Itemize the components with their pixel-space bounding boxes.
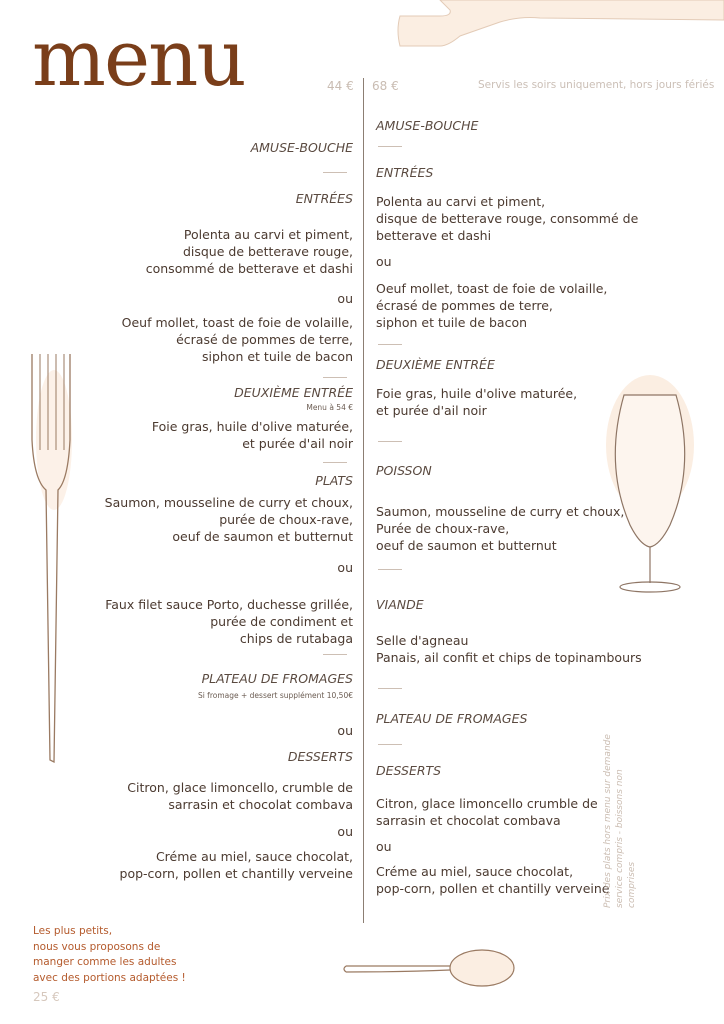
left-ou-4: ou — [337, 824, 353, 839]
left-ou-3: ou — [337, 723, 353, 738]
left-deuxieme-entree-dish: Foie gras, huile d'olive maturée, et purée d'ail noir — [151, 419, 353, 451]
separator — [323, 377, 347, 378]
fork-icon — [26, 350, 76, 770]
left-plat-1: Saumon, mousseline de curry et choux, purée de choux-rave, oeuf de saumon et butternut — [104, 495, 353, 544]
left-fromages-note: Si fromage + dessert supplément 10,50€ — [197, 691, 353, 700]
price-menu-right: 68 € — [372, 79, 399, 93]
right-deuxieme-entree-dish: Foie gras, huile d'olive maturée, et purée d'ail noir — [376, 386, 578, 418]
separator — [323, 462, 347, 463]
right-desserts-heading: DESSERTS — [376, 763, 442, 778]
right-poisson-dish: Saumon, mousseline de curry et choux, Purée de choux-rave, oeuf de saumon et butternut — [376, 504, 625, 553]
separator — [378, 744, 402, 745]
kids-menu-text: Les plus petits, nous vous proposons de manger comme les adultes avec des portions adaptées ! — [33, 925, 186, 984]
right-viande-dish: Selle d'agneau Panais, ail confit et chips de topinambours — [376, 633, 642, 665]
separator — [378, 688, 402, 689]
bottle-icon — [380, 0, 724, 60]
left-entree-2: Oeuf mollet, toast de foie de volaille, écrasé de pommes de terre, siphon et tuile de bacon — [121, 315, 353, 364]
right-viande-heading: VIANDE — [376, 597, 424, 612]
page-title: menu — [32, 14, 245, 104]
left-fromages-heading: PLATEAU DE FROMAGES — [201, 671, 353, 686]
kids-menu-price: 25 € — [33, 990, 60, 1004]
left-amuse-bouche-heading: AMUSE-BOUCHE — [250, 140, 353, 155]
left-deuxieme-entree-heading: DEUXIÈME ENTRÉE — [234, 385, 353, 400]
left-plats-heading: PLATS — [315, 473, 353, 488]
left-desserts-heading: DESSERTS — [287, 749, 353, 764]
left-dessert-1: Citron, glace limoncello, crumble de sarrasin et chocolat combava — [127, 780, 353, 812]
left-dessert-2: Créme au miel, sauce chocolat, pop-corn, pollen et chantilly verveine — [119, 849, 353, 881]
separator — [323, 172, 347, 173]
left-plat-2: Faux filet sauce Porto, duchesse grillée, purée de condiment et chips de rutabaga — [105, 597, 353, 646]
right-entree-1: Polenta au carvi et piment, disque de betterave rouge, consommé de betterave et dashi — [376, 194, 639, 243]
left-entree-1: Polenta au carvi et piment, disque de betterave rouge, consommé de betterave et dashi — [145, 227, 353, 276]
right-deuxieme-entree-heading: DEUXIÈME ENTRÉE — [376, 357, 495, 372]
price-menu-left: 44 € — [327, 79, 354, 93]
right-fromages-heading: PLATEAU DE FROMAGES — [376, 711, 528, 726]
left-ou-2: ou — [337, 560, 353, 575]
separator — [378, 146, 402, 147]
column-divider — [363, 78, 364, 923]
separator — [378, 569, 402, 570]
separator — [378, 344, 402, 345]
left-deuxieme-entree-note: Menu à 54 € — [306, 403, 353, 412]
right-poisson-heading: POISSON — [376, 463, 432, 478]
separator — [378, 441, 402, 442]
right-ou-1: ou — [376, 254, 392, 269]
right-dessert-2: Créme au miel, sauce chocolat, pop-corn, pollen et chantilly verveine — [376, 864, 610, 896]
right-dessert-1: Citron, glace limoncello crumble de sarrasin et chocolat combava — [376, 796, 598, 828]
separator — [323, 654, 347, 655]
left-entrees-heading: ENTRÉES — [295, 191, 353, 206]
right-entree-2: Oeuf mollet, toast de foie de volaille, écrasé de pommes de terre, siphon et tuile de bacon — [376, 281, 608, 330]
right-ou-2: ou — [376, 839, 392, 854]
left-ou-1: ou — [337, 291, 353, 306]
right-amuse-bouche-heading: AMUSE-BOUCHE — [376, 118, 479, 133]
right-entrees-heading: ENTRÉES — [376, 165, 434, 180]
service-note: Servis les soirs uniquement, hors jours fériés — [478, 79, 715, 91]
price-service-note: Prix des plats hors menu sur demande service compris - boissons non comprises — [603, 734, 637, 908]
spoon-icon — [342, 946, 522, 990]
